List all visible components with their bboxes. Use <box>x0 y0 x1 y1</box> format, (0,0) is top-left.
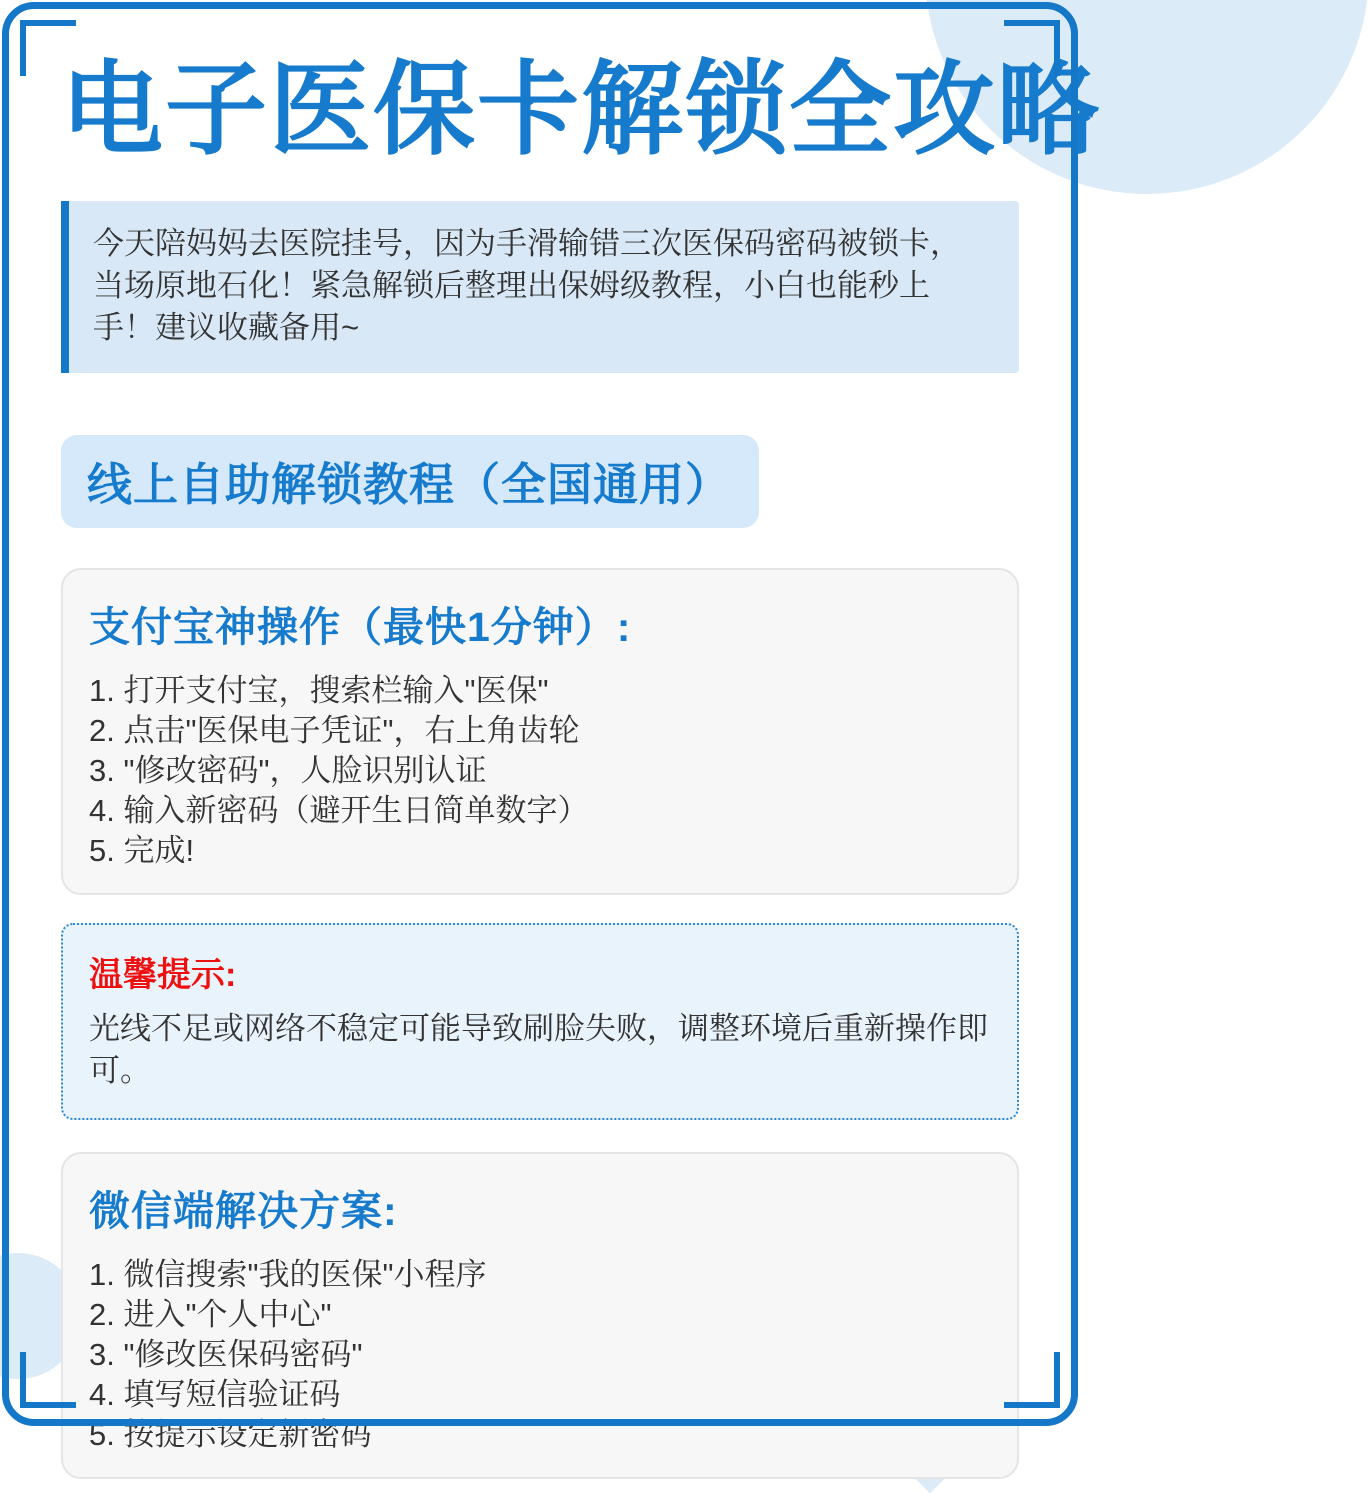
list-item: 2. 进入"个人中心" <box>89 1297 332 1332</box>
list-item: 4. 填写短信验证码 <box>89 1377 341 1412</box>
wechat-card-title: 微信端解决方案: <box>89 1188 398 1234</box>
content-area <box>2 52 1101 1479</box>
wechat-tutorial-card <box>61 1152 1019 1479</box>
list-item: 2. 点击"医保电子凭证"，右上角齿轮 <box>89 713 580 748</box>
section-header: 线上自助解锁教程（全国通用） <box>61 435 759 528</box>
page-title: 电子医保卡解锁全攻略 <box>61 53 1101 167</box>
intro-box <box>61 201 1019 373</box>
notice-box <box>61 923 1019 1120</box>
alipay-tutorial-card <box>61 568 1019 895</box>
corner-bracket-bottom-right <box>1004 1352 1060 1408</box>
alipay-steps-list <box>89 671 989 871</box>
corner-bracket-bottom-left <box>20 1352 76 1408</box>
intro-text: 今天陪妈妈去医院挂号，因为手滑输错三次医保码密码被锁卡，当场原地石化！紧急解锁后整理出保姆级教程，小白也能秒上手！建议收藏备用~ <box>93 226 961 345</box>
list-item: 4. 输入新密码（避开生日简单数字） <box>89 793 589 828</box>
list-item: 5. 按提示设定新密码 <box>89 1417 372 1452</box>
list-item: 5. 完成! <box>89 833 195 868</box>
page-background <box>2 2 1101 1452</box>
alipay-card-title: 支付宝神操作（最快1分钟）: <box>89 604 632 650</box>
notice-title: 温馨提示: <box>89 956 237 994</box>
list-item: 3. "修改医保码密码" <box>89 1337 363 1372</box>
list-item: 1. 打开支付宝，搜索栏输入"医保" <box>89 673 549 708</box>
wechat-steps-list <box>89 1255 989 1455</box>
notice-body: 光线不足或网络不稳定可能导致刷脸失败，调整环境后重新操作即可。 <box>89 1011 988 1088</box>
corner-bracket-top-right <box>1004 20 1060 76</box>
corner-bracket-top-left <box>20 20 76 76</box>
list-item: 1. 微信搜索"我的医保"小程序 <box>89 1257 487 1292</box>
list-item: 3. "修改密码"，人脸识别认证 <box>89 753 487 788</box>
